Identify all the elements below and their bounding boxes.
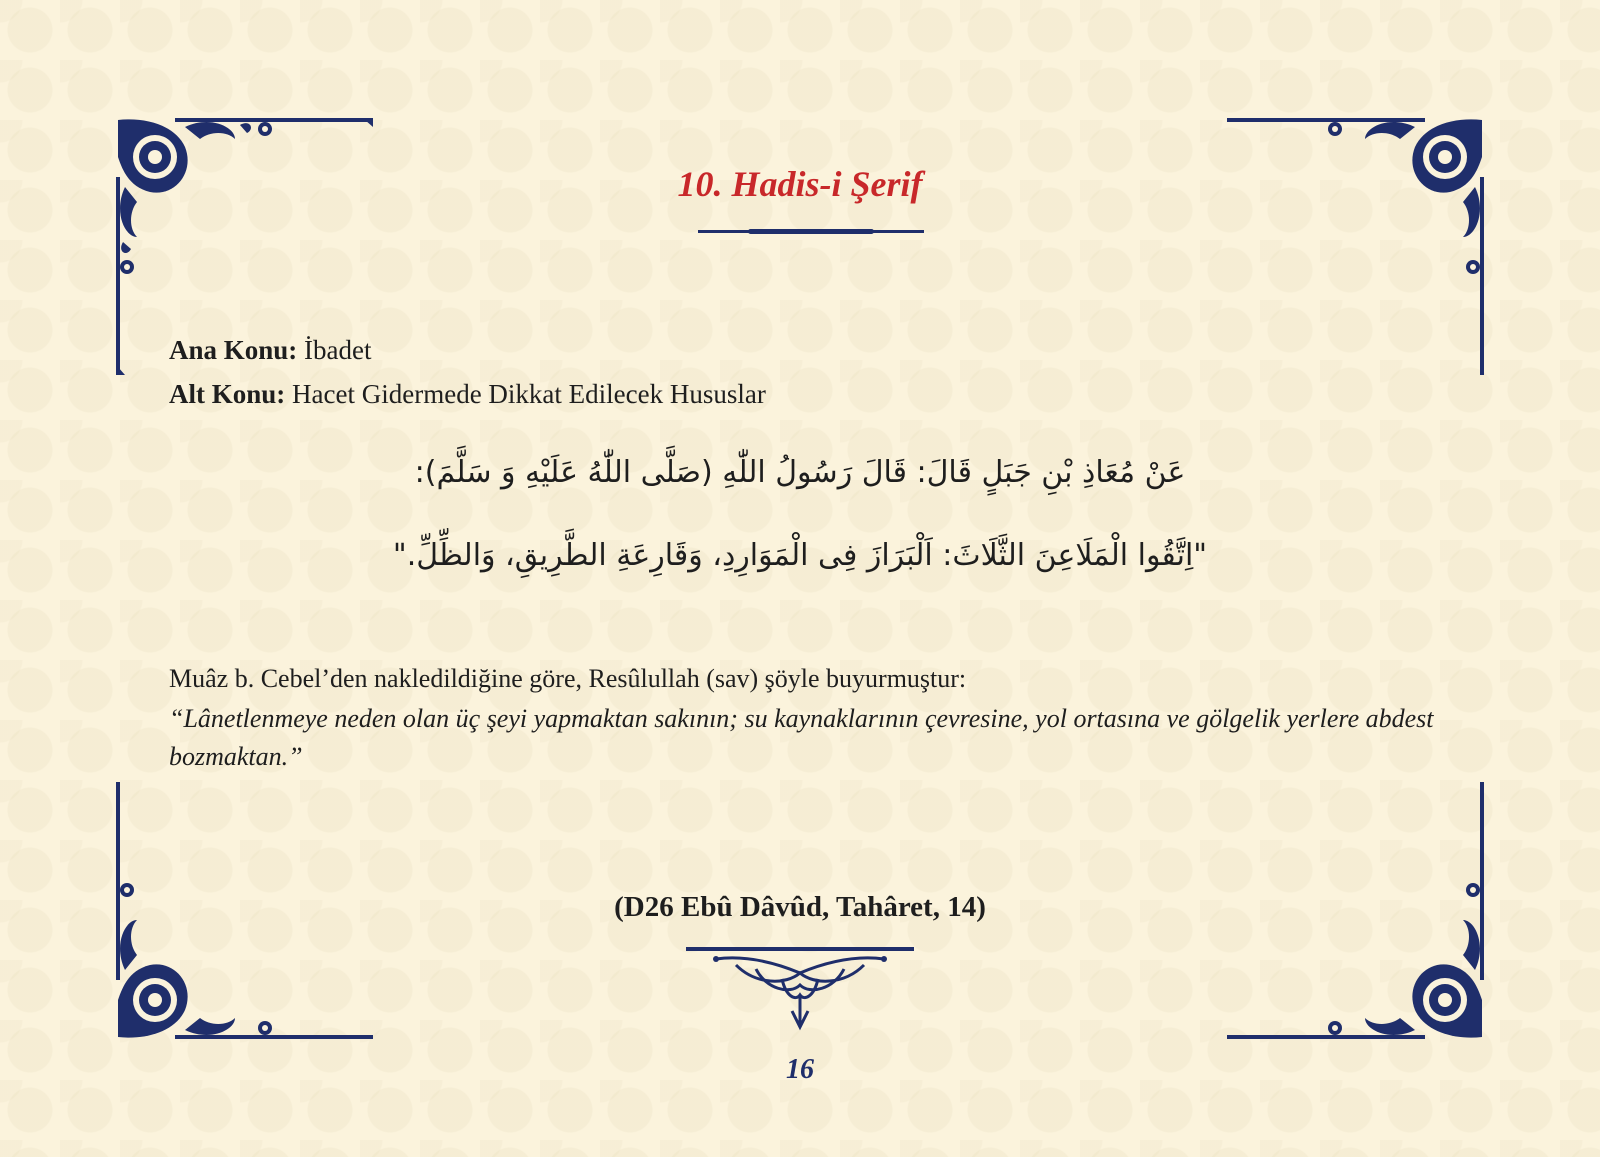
arabic-line-2: "اِتَّقُوا الْمَلَاعِنَ الثَّلَاثَ: اَلْبَرَازَ فِى الْمَوَارِدِ، وَقَارِعَةِ الطَّرِيقِ، وَالظِّلِّ." — [392, 538, 1208, 573]
main-topic-value: İbadet — [304, 335, 372, 365]
hadith-source: (D26 Ebû Dâvûd, Tahâret, 14) — [614, 891, 986, 923]
corner-ornament-top-right-icon — [1225, 117, 1485, 377]
main-topic — [169, 328, 372, 372]
sub-topic — [169, 372, 766, 416]
title-underline — [698, 230, 924, 233]
sub-topic-value: Hacet Gidermede Dikkat Edilecek Hususlar — [292, 379, 766, 409]
arabic-line-1: عَنْ مُعَاذِ بْنِ جَبَلٍ قَالَ: قَالَ رَسُولُ اللّٰهِ (صَلَّى اللّٰهُ عَلَيْهِ وَ سَلَّمَ): — [414, 455, 1186, 490]
page-title: 10. Hadis-i Şerif — [677, 164, 923, 204]
translation-quote: “Lânetlenmeye neden olan üç şeyi yapmaktan sakının; su kaynaklarının çevresine, yol ortasına ve gölgelik yerlere abdest bozmaktan.” — [169, 704, 1434, 771]
sub-topic-label: Alt Konu: — [169, 379, 286, 409]
page-number: 16 — [786, 1054, 814, 1085]
translation-intro: Muâz b. Cebel’den nakledildiğine göre, Resûlullah (sav) şöyle buyurmuştur: — [169, 664, 967, 693]
scroll-knot-ornament-icon — [686, 945, 914, 1035]
main-topic-label: Ana Konu: — [169, 335, 298, 365]
